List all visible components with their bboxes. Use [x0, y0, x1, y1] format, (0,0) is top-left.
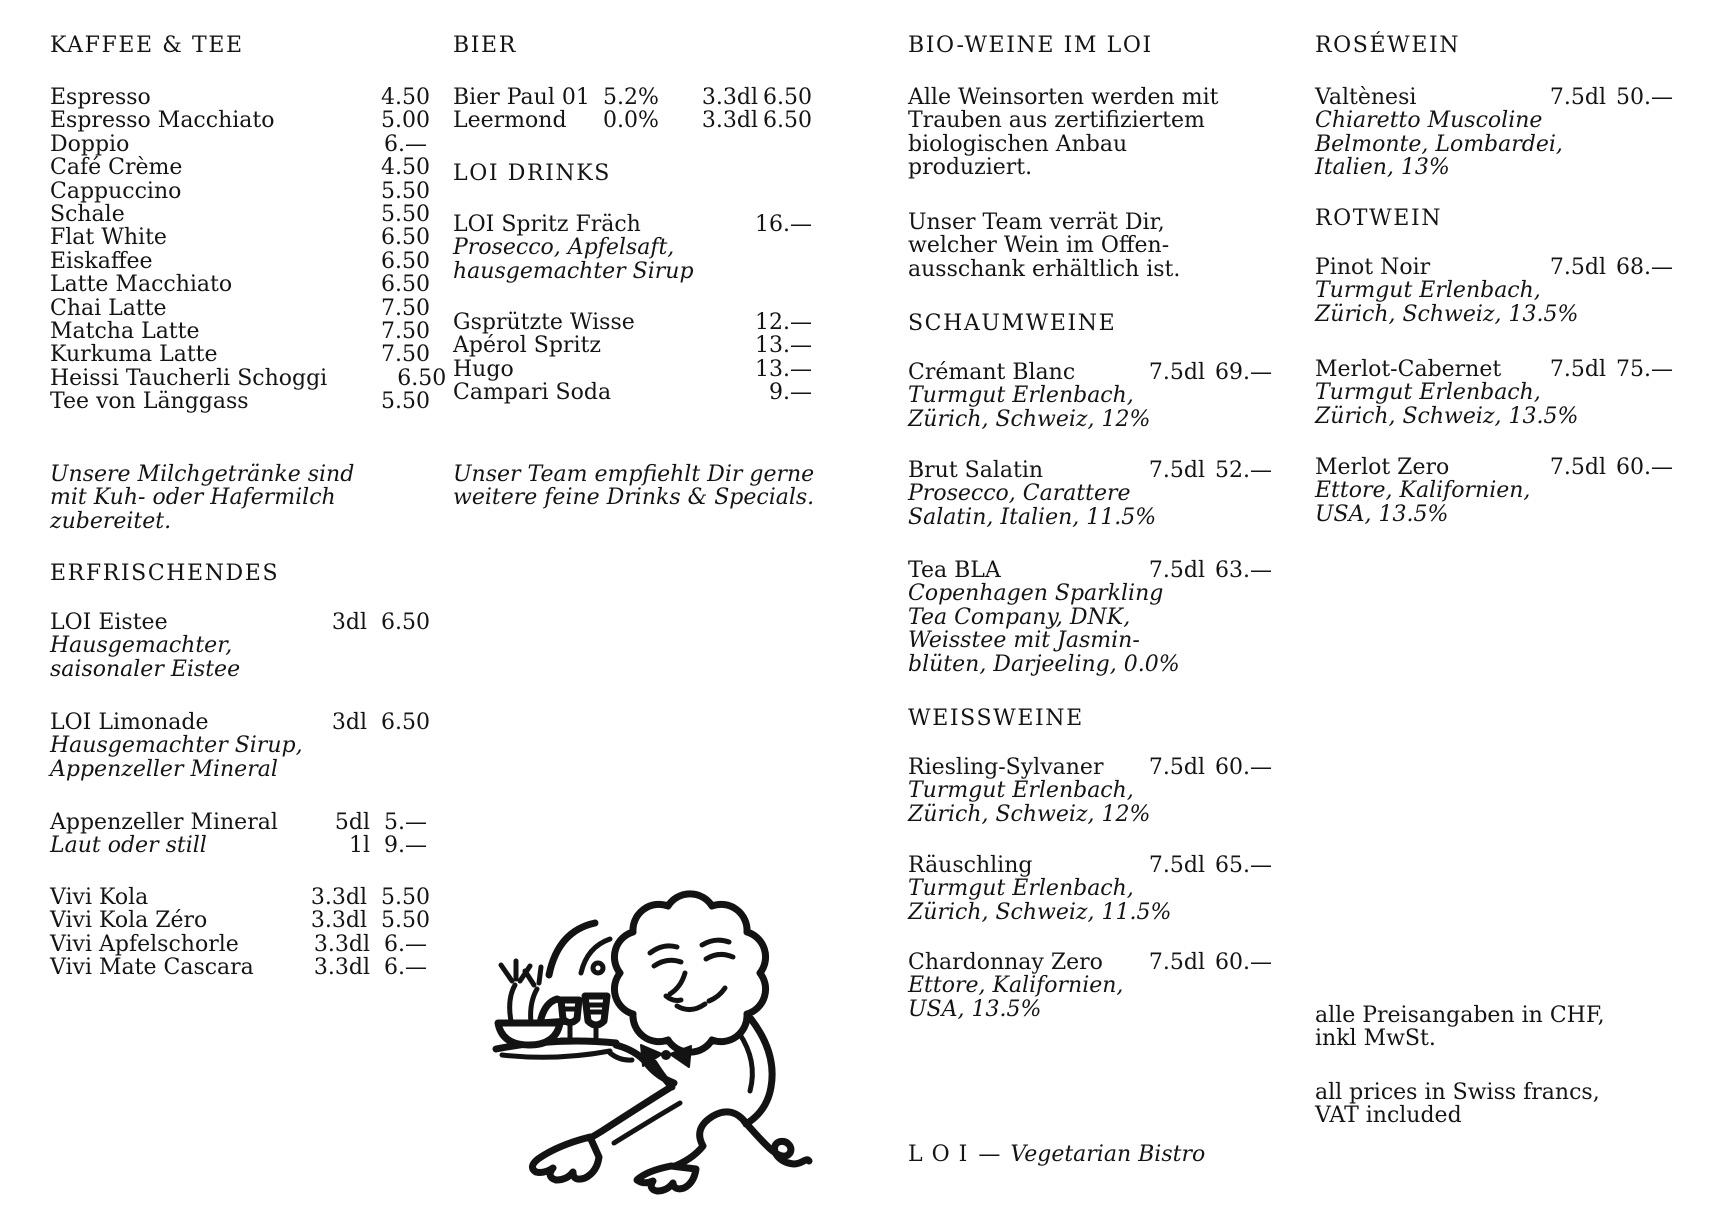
section-heading-rotwein: ROTWEIN	[1315, 206, 1443, 231]
bow-tie	[641, 1045, 691, 1067]
item-price: 63.—	[1215, 558, 1272, 583]
item-price: 9.—	[384, 833, 427, 859]
item-name: Kurkuma Latte	[50, 342, 218, 368]
menu-item-row	[453, 311, 812, 334]
wine-description: Zürich, Schweiz, 12%	[908, 406, 1151, 432]
menu-item-row	[50, 109, 430, 132]
menu-item-row	[1315, 358, 1673, 381]
drinks-list	[453, 311, 812, 405]
section-heading-bier: BIER	[453, 33, 517, 58]
item-name: Appenzeller Mineral	[50, 810, 278, 835]
item-price: 16.—	[755, 212, 813, 237]
item-name: Hugo	[453, 356, 514, 382]
offenausschank-note	[908, 211, 1180, 281]
wine-description: Belmonte, Lombardei,	[1315, 131, 1563, 157]
lion-mane	[614, 894, 765, 1052]
note-line: weitere feine Drinks & Specials.	[453, 485, 815, 511]
wine-glass-left	[561, 1000, 579, 1040]
menu-item-row	[50, 86, 430, 109]
item-name: Apérol Spritz	[453, 333, 601, 359]
item-name: Laut oder still	[50, 833, 207, 859]
menu-item-row	[50, 226, 430, 249]
menu-item-row	[50, 273, 430, 296]
item-name: Bier Paul 01	[453, 85, 590, 110]
note-line: alle Preisangaben in CHF,	[1315, 1003, 1605, 1028]
item-description: Hausgemachter,	[50, 633, 233, 659]
soda-list	[50, 886, 430, 980]
menu-item-row	[50, 611, 430, 634]
item-price: 68.—	[1616, 255, 1673, 280]
wine-description: blüten, Darjeeling, 0.0%	[908, 651, 1180, 677]
wine-description: Ettore, Kalifornien,	[1315, 478, 1531, 504]
item-price: 60.—	[1215, 950, 1272, 975]
item-price: 5.50	[381, 908, 430, 934]
item-abv: 0.0%	[603, 108, 659, 134]
wine-description: Turmgut Erlenbach,	[908, 778, 1134, 804]
menu-item-row	[50, 886, 430, 909]
item-price: 69.—	[1215, 360, 1272, 385]
menu-item-row	[453, 109, 812, 132]
menu-item-row	[453, 381, 812, 404]
wine-description: Chiaretto Muscoline	[1315, 108, 1543, 134]
wine-entry	[908, 559, 1272, 676]
wine-description: Italien, 13%	[1315, 155, 1450, 181]
item-volume	[311, 86, 367, 109]
item-name: Flat White	[50, 225, 167, 251]
item-name: Valtènesi	[1315, 85, 1417, 110]
wine-description: Ettore, Kalifornien,	[908, 973, 1124, 999]
item-price: 6.—	[384, 955, 427, 981]
brand-tagline: Vegetarian Bistro	[1010, 1142, 1206, 1167]
item-name: LOI Spritz Fräch	[453, 212, 641, 237]
item-name: Espresso	[50, 85, 151, 110]
wine-description: Turmgut Erlenbach,	[908, 383, 1134, 409]
item-volume: 7.5dl	[1549, 455, 1606, 480]
item-price: 7.50	[381, 295, 430, 321]
item-name: Crémant Blanc	[908, 360, 1076, 385]
item-price: 5.50	[381, 885, 430, 910]
section-heading-kaffee-tee: KAFFEE & TEE	[50, 33, 244, 58]
wine-description: USA, 13.5%	[1315, 501, 1449, 527]
wine-description: Turmgut Erlenbach,	[1315, 278, 1541, 304]
menu-item-row	[908, 361, 1272, 384]
wine-description: Copenhagen Sparkling	[908, 581, 1164, 607]
wine-description: Zürich, Schweiz, 12%	[908, 801, 1151, 827]
paragraph-line: ausschank erhältlich ist.	[908, 256, 1181, 282]
item-volume: 3.3dl	[310, 908, 368, 934]
item-price: 75.—	[1616, 357, 1673, 382]
item-price: 6.50	[397, 365, 447, 391]
item-volume	[311, 156, 367, 179]
item-volume: 3.3dl	[310, 885, 368, 910]
wine-description: Prosecco, Carattere	[908, 481, 1131, 507]
item-volume: 7.5dl	[1148, 755, 1205, 780]
menu-item-row	[1315, 86, 1673, 109]
note-line: zubereitet.	[50, 508, 172, 534]
team-note	[453, 463, 814, 510]
item-price: 6.50	[381, 272, 430, 298]
item-name: Gsprützte Wisse	[453, 310, 635, 335]
item-volume: 7.5dl	[1148, 853, 1205, 878]
item-price: 6.50	[763, 108, 812, 134]
item-name: Chardonnay Zero	[908, 950, 1103, 975]
item-price: 6.—	[384, 931, 427, 957]
note-line: mit Kuh- oder Hafermilch	[50, 485, 336, 511]
wine-entry	[908, 459, 1272, 529]
item-name: Tee von Länggass	[50, 389, 249, 415]
item-price: 6.50	[381, 710, 430, 735]
item-volume: 1l	[348, 833, 370, 859]
section-heading-weissweine: WEISSWEINE	[908, 706, 1084, 731]
item-name: Vivi Kola	[50, 885, 149, 910]
lion-tail	[744, 1121, 809, 1164]
wine-entry	[1315, 358, 1673, 428]
paragraph-line: biologischen Anbau	[908, 131, 1128, 157]
item-price: 9.—	[769, 380, 813, 406]
kaffee-item-list	[50, 85, 447, 415]
milk-note	[50, 463, 354, 533]
menu-item-row	[50, 909, 430, 932]
item-name: Latte Macchiato	[50, 272, 233, 298]
bio-weine-intro	[908, 86, 1218, 180]
paragraph-line: welcher Wein im Offen-	[908, 233, 1170, 259]
item-name: LOI Limonade	[50, 710, 209, 735]
wine-description: Turmgut Erlenbach,	[908, 876, 1134, 902]
item-price: 50.—	[1616, 85, 1673, 110]
item-price: 5.50	[381, 389, 430, 415]
note-line: Unsere Milchgetränke sind	[50, 462, 355, 487]
item-volume	[311, 250, 367, 273]
menu-item-row	[1315, 256, 1673, 279]
item-price: 7.50	[381, 319, 430, 345]
mineral-entry	[50, 811, 430, 858]
wine-description: Zürich, Schweiz, 11.5%	[908, 899, 1172, 925]
item-volume	[311, 320, 367, 343]
wine-description: Weisstee mit Jasmin-	[908, 628, 1140, 654]
menu-item-row	[50, 933, 430, 956]
column-kaffee-tee	[50, 0, 447, 1218]
menu-item-row	[50, 811, 430, 834]
item-name: Vivi Kola Zéro	[50, 908, 208, 934]
wine-entry	[908, 361, 1272, 431]
item-volume: 7.5dl	[1549, 85, 1606, 110]
menu-item-row	[908, 559, 1272, 582]
item-name: LOI Eistee	[50, 610, 168, 635]
wine-entry	[1315, 456, 1673, 526]
item-volume: 7.5dl	[1549, 255, 1606, 280]
item-price: 60.—	[1215, 755, 1272, 780]
wine-description: Tea Company, DNK,	[908, 604, 1131, 630]
wine-entry	[908, 854, 1272, 924]
item-price: 13.—	[755, 356, 812, 382]
wine-description: Salatin, Italien, 11.5%	[908, 504, 1157, 530]
item-name: Campari Soda	[453, 380, 612, 406]
item-volume: 3.3dl	[701, 85, 758, 110]
wine-glass-right	[585, 996, 607, 1042]
paragraph-line: Trauben aus zertifiziertem	[908, 108, 1205, 134]
wine-entry	[908, 951, 1272, 1021]
item-name: Doppio	[50, 131, 130, 157]
eistee-entry	[50, 611, 430, 681]
price-note-en	[1315, 1081, 1600, 1128]
paragraph-line: Alle Weinsorten werden mit	[908, 85, 1219, 110]
menu-item-row	[908, 854, 1272, 877]
section-heading-loi-drinks: LOI DRINKS	[453, 161, 611, 186]
item-name: Merlot-Cabernet	[1315, 357, 1502, 382]
item-price: 60.—	[1616, 455, 1673, 480]
paragraph-line: produziert.	[908, 155, 1033, 181]
wine-description: Zürich, Schweiz, 13.5%	[1315, 301, 1579, 327]
item-volume: 3dl	[331, 710, 368, 735]
menu-item-row	[50, 365, 447, 391]
item-price: 5.50	[381, 202, 430, 228]
item-volume: 7.5dl	[1148, 558, 1205, 583]
column-weine	[908, 0, 1272, 1218]
item-name: Riesling-Sylvaner	[908, 755, 1104, 780]
spritz-entry	[453, 213, 812, 283]
wine-description: Zürich, Schweiz, 13.5%	[1315, 403, 1579, 429]
menu-item-row	[908, 951, 1272, 974]
price-note-de	[1315, 1004, 1605, 1051]
item-name: Heissi Taucherli Schoggi	[50, 365, 328, 391]
wine-entry	[1315, 86, 1673, 180]
item-volume	[311, 343, 367, 366]
item-name: Brut Salatin	[908, 458, 1044, 483]
menu-item-row	[453, 334, 812, 357]
section-heading-erfrischendes: ERFRISCHENDES	[50, 561, 280, 586]
lion-waiter-illustration	[440, 825, 820, 1205]
menu-item-row	[908, 459, 1272, 482]
item-price: 6.50	[381, 610, 430, 635]
item-name: Café Crème	[50, 155, 183, 181]
menu-item-row	[1315, 456, 1673, 479]
section-heading-bio-weine: BIO-WEINE IM LOI	[908, 33, 1153, 58]
item-volume	[311, 203, 367, 226]
item-price: 6.50	[763, 85, 812, 110]
wine-entry	[1315, 256, 1673, 326]
menu-item-row	[50, 180, 430, 203]
menu-item-row	[50, 711, 430, 734]
note-line: all prices in Swiss francs,	[1315, 1080, 1600, 1105]
wine-entry	[908, 756, 1272, 826]
menu-item-row	[50, 203, 430, 226]
item-price: 6.50	[381, 248, 430, 274]
lion-front-paw	[532, 1137, 599, 1180]
menu-item-row	[50, 834, 430, 857]
carrots	[501, 961, 541, 1023]
item-volume	[327, 367, 383, 390]
vegetable-bowl	[498, 1023, 560, 1045]
footer-dash: —	[978, 1142, 1001, 1167]
item-price: 4.50	[381, 85, 430, 110]
item-volume	[314, 133, 370, 156]
item-name: Espresso Macchiato	[50, 108, 275, 134]
menu-item-row	[50, 250, 430, 273]
item-volume: 3.3dl	[313, 955, 370, 981]
item-name: Merlot Zero	[1315, 455, 1450, 480]
item-volume	[311, 297, 367, 320]
item-name: Vivi Apfelschorle	[50, 931, 239, 957]
item-volume: 3.3dl	[701, 108, 758, 134]
item-name: Eiskaffee	[50, 248, 153, 274]
paragraph-line: Unser Team verrät Dir,	[908, 210, 1165, 235]
menu-item-row	[50, 390, 430, 413]
wine-description: USA, 13.5%	[908, 996, 1042, 1022]
item-volume: 7.5dl	[1148, 360, 1205, 385]
item-price: 13.—	[755, 333, 813, 359]
item-price: 5.00	[381, 108, 430, 134]
menu-item-row	[50, 133, 430, 156]
menu-item-row	[50, 956, 430, 979]
note-line: Unser Team empfiehlt Dir gerne	[453, 462, 815, 487]
item-price: 12.—	[755, 310, 812, 335]
item-volume: 7.5dl	[1148, 950, 1205, 975]
column-rose-rot	[1315, 0, 1673, 1218]
section-heading-rosewein: ROSÉWEIN	[1315, 33, 1461, 58]
item-price: 5.50	[381, 178, 430, 204]
note-line: VAT included	[1315, 1103, 1462, 1129]
item-name: Pinot Noir	[1315, 255, 1431, 280]
item-volume	[311, 390, 367, 413]
bistro-footer	[908, 1143, 1205, 1166]
item-price: 6.—	[384, 131, 427, 157]
item-volume	[311, 109, 367, 132]
item-description: Hausgemachter Sirup,	[50, 733, 303, 759]
note-line: inkl MwSt.	[1315, 1026, 1436, 1052]
beer-list	[453, 86, 812, 133]
lion-legs	[532, 1087, 746, 1191]
item-description: saisonaler Eistee	[50, 656, 241, 682]
item-name: Chai Latte	[50, 295, 167, 321]
item-volume	[311, 273, 367, 296]
item-volume	[311, 226, 367, 249]
menu-item-row	[50, 320, 430, 343]
limonade-entry	[50, 711, 430, 781]
brand-name: LOI	[908, 1142, 977, 1167]
item-description: Prosecco, Apfelsaft,	[453, 235, 675, 261]
item-price: 52.—	[1215, 458, 1272, 483]
section-heading-schaumweine: SCHAUMWEINE	[908, 311, 1117, 336]
item-name: Vivi Mate Cascara	[50, 955, 254, 981]
item-volume	[311, 180, 367, 203]
wine-description: Turmgut Erlenbach,	[1315, 380, 1541, 406]
item-name: Räuschling	[908, 853, 1033, 878]
item-volume: 7.5dl	[1549, 357, 1606, 382]
item-name: Leermond	[453, 108, 567, 134]
item-name: Tea BLA	[908, 558, 1001, 583]
item-description: Appenzeller Mineral	[50, 756, 278, 782]
item-name: Matcha Latte	[50, 319, 200, 345]
item-price: 7.50	[381, 342, 430, 368]
lion-rear-paw	[637, 1166, 696, 1191]
item-volume: 3dl	[331, 610, 368, 635]
item-price: 5.—	[384, 810, 427, 835]
item-volume: 3.3dl	[313, 931, 370, 957]
menu-item-row	[453, 358, 812, 381]
motion-lines	[549, 923, 610, 975]
menu-item-row	[50, 156, 430, 179]
item-price: 65.—	[1215, 853, 1272, 878]
item-volume: 5dl	[334, 810, 370, 835]
menu-item-row	[453, 213, 812, 236]
item-name: Cappuccino	[50, 178, 182, 204]
item-abv: 5.2%	[603, 85, 659, 110]
item-name: Schale	[50, 202, 125, 228]
menu-item-row	[908, 756, 1272, 779]
menu-item-row	[50, 343, 430, 366]
item-price: 4.50	[381, 155, 430, 181]
item-price: 6.50	[381, 225, 430, 251]
menu-item-row	[453, 86, 812, 109]
menu-item-row	[50, 297, 430, 320]
item-description: hausgemachter Sirup	[453, 258, 694, 284]
item-volume: 7.5dl	[1148, 458, 1205, 483]
